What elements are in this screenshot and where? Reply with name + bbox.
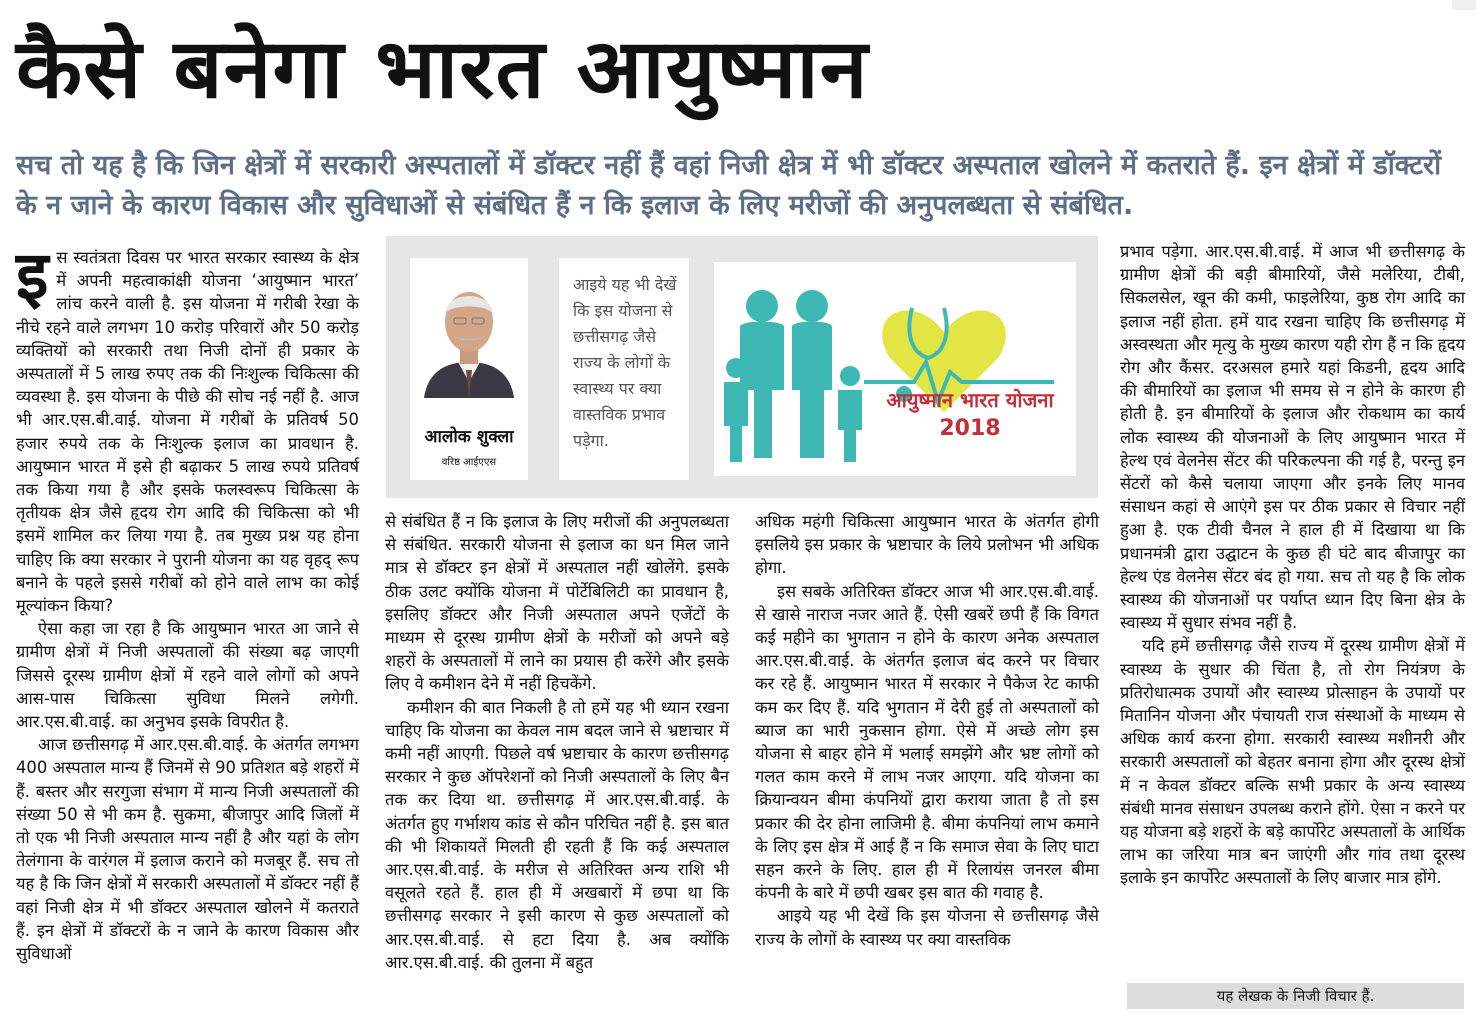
pull-quote-card [559,258,689,480]
author-card [410,258,528,480]
article-paragraph: कमीशन की बात निकली है तो हमें यह भी ध्यान रखना चाहिए कि योजना का केवल नाम बदल जाने से भ्रष्टाचार में कमी नहीं आएगी. पिछले वर्ष भ्रष्टाचार के कारण छत्तीसगढ़ सरकार ने कुछ ऑपरेशनों को निजी अस्पतालों के लिए बैन तक कर दिया था. छत्तीसगढ़ में आर.एस.बी.वाई. के अंतर्गत हुए गर्भाशय कांड से कौन परिचित नहीं है. इस बात की भी शिकायतें मिलती ही रहती हैं कि कई अस्पताल आर.एस.बी.वाई. के मरीज से अतिरिक्त अन्य राशि भी वसूलते रहते हैं. हाल ही में अखबारों में छपा था कि छत्तीसगढ़ सरकार ने इसी कारण से कुछ अस्पतालों को आर.एस.बी.वाई. से हटा दिया है. अब क्योंकि आर.एस.बी.वाई. की तुलना में बहुत [385,697,729,972]
deck-subheadline: सच तो यह है कि जिन क्षेत्रों में सरकारी अस्पतालों में डॉक्टर नहीं हैं वहां निजी क्षेत्र में भी डॉक्टर अस्पताल खोलने में कतराते हैं. इन क्षेत्रों में डॉक्टरों के न जाने के कारण विकास और सुविधाओं से संबंधित हैं न कि इलाज के लिए मरीजों की अनुपलब्धता से संबंधित. [16,150,1442,221]
article-column-3 [755,510,1099,951]
page-corner-mark [1452,0,1476,10]
article-paragraph: आज छत्तीसगढ़ में आर.एस.बी.वाई. के अंतर्गत लगभग 400 अस्पताल मान्य हैं जिनमें से 90 प्रतिशत बड़े शहरों में हैं. बस्तर और सरगुजा संभाग में मान्य निजी अस्पतालों की संख्या 50 से भी कम है. सुकमा, बीजापुर आदि जिलों में तो एक भी निजी अस्पताल मान्य नहीं है और यहां के लोग तेलंगाना के वारंगल में इलाज कराने को मजबूर हैं. सच तो यह है कि जिन क्षेत्रों में सरकारी अस्पतालों में डॉक्टर नहीं हैं वहां निजी क्षेत्र में भी डॉक्टर अस्पताल खोलने में कतराते हैं. इन क्षेत्रों में डॉक्टरों के न जाने के कारण विकास और सुविधाओं [16,735,359,964]
headline: कैसे बनेगा भारत आयुष्मान [16,22,869,117]
article-paragraph: इस सबके अतिरिक्त डॉक्टर आज भी आर.एस.बी.वाई. से खासे नाराज नजर आते हैं. ऐसी खबरें छपी हैं कि विगत कई महीने का भुगतान न होने के कारण अनेक अस्पताल आर.एस.बी.वाई. के अंतर्गत इलाज बंद करने पर विचार कर रहे हैं. आयुष्मान भारत में सरकार ने पैकेज रेट काफी कम कर दिए हैं. यदि भुगतान में देरी हुई तो अस्पतालों को ब्याज का भारी नुकसान होगा. ऐसे में अच्छे लोग इस योजना से बाहर होने में भलाई समझेंगे और भ्रष्ट लोगों को गलत काम करने में लाभ नजर आएगा. यदि योजना का क्रियान्वयन बीमा कंपनियों द्वारा कराया जाता है तो इस प्रकार की देर होना लाजिमी है. बीमा कंपनियां लाभ कमाने के लिए इस क्षेत्र में आई हैं न कि समाज सेवा के लिए घाटा सहन करने के लिए. हाल ही में रिलायंस जनरल बीमा कंपनी के बारे में छपी खबर इस बात की गवाह है. [755,581,1099,903]
article-column-2 [385,510,729,974]
feature-box [386,236,1098,498]
article-column-1 [16,237,359,965]
author-title: वरिष्ठ आईएएस [441,457,497,468]
scheme-logo-year: 2018 [939,416,1001,441]
disclaimer-note: यह लेखक के निजी विचार हैं. [1127,983,1464,1009]
article-paragraph: यदि हमें छत्तीसगढ़ जैसे राज्य में दूरस्थ ग्रामीण क्षेत्रों में स्वास्थ्य के सुधार की चिंता है, तो रोग नियंत्रण के प्रतिरोधात्मक उपायों और स्वास्थ्य प्रोत्साहन के उपायों पर मितानिन योजना और पंचायती राज संस्थाओं के माध्यम से अधिक कार्य करना होगा. सरकारी स्वास्थ्य मशीनरी और सरकारी अस्पतालों को बेहतर बनाना होगा और दूरस्थ क्षेत्रों में न केवल डॉक्टर बल्कि सभी प्रकार के अन्य स्वास्थ्य संबंधी मानव संसाधन उपलब्ध कराने होंगे. ऐसा न करने पर यह योजना बड़े शहरों के बड़े कार्पोरेट अस्पतालों के आर्थिक लाभ का जरिया मात्र बन जाएंगी और गांव तथा दूरस्थ इलाके इन कार्पोरेट अस्पतालों के लिए बाजार मात्र होंगे. [1120,636,1465,888]
article-paragraph: से संबंधित हैं न कि इलाज के लिए मरीजों की अनुपलब्धता से संबंधित. सरकारी योजना से इलाज का धन मिल जाने मात्र से डॉक्टर इन क्षेत्रों में अस्पताल नहीं खोलेंगे. इसके ठीक उलट क्योंकि योजना में पोर्टेबिलिटी का प्रावधान है, इसलिए डॉक्टर और निजी अस्पताल अपने एजेंटों के माध्यम से दूरस्थ ग्रामीण क्षेत्रों के मरीजों को अपने बड़े शहरों के अस्पतालों में लाने का प्रयास ही करेंगे और इसके लिए वे कमीशन देने में नहीं हिचकेंगे. [385,512,729,694]
article-paragraph: ऐसा कहा जा रहा है कि आयुष्मान भारत आ जाने से ग्रामीण क्षेत्रों में निजी अस्पतालों की संख्या बढ़ जाएगी जिससे दूरस्थ ग्रामीण क्षेत्रों में रहने वाले लोगों को अपने आस-पास चिकित्सा सुविधा मिलने लगेगी. आर.एस.बी.वाई. का अनुभव इसके विपरीत है. [16,619,359,732]
pull-quote: आइये यह भी देखें कि इस योजना से छत्तीसगढ़ जैसे राज्य के लोगों के स्वास्थ्य पर क्या वास्तविक प्रभाव पड़ेगा. [573,275,677,450]
scheme-logo-title: आयुष्मान भारत योजना [886,388,1054,412]
article-paragraph: प्रभाव पड़ेगा. आर.एस.बी.वाई. में आज भी छत्तीसगढ़ के ग्रामीण क्षेत्रों की बड़ी बीमारियों, जैसे मलेरिया, टीबी, सिकलसेल, खून की कमी, फाइलेरिया, कुष्ठ रोग आदि का इलाज नहीं होता. हमें याद रखना चाहिए कि छत्तीसगढ़ में अस्वस्थता और मृत्यु के मुख्य कारण यही रोग हैं न कि हृदय रोग और कैंसर. दरअसल हमारे यहां किडनी, हृदय आदि की बीमारियों का इलाज भी समय से न होने के कारण ही होती है. इन बीमारियों के इलाज और रोकथाम का कार्य लोक स्वास्थ्य की योजनाओं के लिए आयुष्मान भारत में हेल्थ एवं वेलनेस सेंटर की परिकल्पना की गई है, परन्तु इन सेंटरों को कैसे चलाया जाएगा और इनके लिए मानव संसाधन कहां से आएंगे इस पर ठीक प्रकार से विचार नहीं हुआ है. एक टीवी चैनल ने हाल ही में दिखाया था कि प्रधानमंत्री द्वारा उद्घाटन के कुछ ही घंटे बाद बीजापुर का हेल्थ एंड वेलनेस सेंटर बंद हो गया. सच तो यह है कि लोक स्वास्थ्य की योजनाओं पर पर्याप्त ध्यान दिए बिना क्षेत्र के स्वास्थ्य में सुधार संभव नहीं है. [1120,242,1465,633]
article-paragraph: इस स्वतंत्रता दिवस पर भारत सरकार स्वास्थ्य के क्षेत्र में अपनी महत्वाकांक्षी योजना ‘आयुष्मान भारत’ लांच करने वाली है. इस योजना में गरीबी रेखा के नीचे रहने वाले लगभग 10 करोड़ परिवारों और 50 करोड़ व्यक्तियों को सरकारी तथा निजी दोनों ही प्रकार के अस्पतालों में 5 लाख रुपए तक की निःशुल्क चिकित्सा की व्यवस्था है. इस योजना के पीछे की सोच नई नहीं है. आज भी आर.एस.बी.वाई. योजना में गरीबों के प्रतिवर्ष 50 हजार रुपये तक के निःशुल्क इलाज का प्रावधान है. आयुष्मान भारत में इसे ही बढ़ाकर 5 लाख रुपये प्रतिवर्ष तक किया गया है और इसके फलस्वरूप चिकित्सा के तृतीयक क्षेत्र जैसे हृदय रोग आदि की चिकित्सा को भी इसमें शामिल कर लिया गया है. तब मुख्य प्रश्न यह होना चाहिए कि क्या सरकार ने पुरानी योजना का यह वृहद् रूप बनाने के पहले इससे गरीबों को होने वाले लाभ का कोई मूल्यांकन किया? [16,237,359,616]
drop-cap: इ [16,237,49,314]
family-logo-icon [714,262,1076,476]
scheme-logo-card [714,262,1076,476]
author-name: आलोक शुक्ला [424,427,514,447]
article-column-4 [1120,240,1465,890]
article-paragraph: अधिक महंगी चिकित्सा आयुष्मान भारत के अंतर्गत होगी इसलिये इस प्रकार के भ्रष्टाचार के लिये प्रलोभन भी अधिक होगा. [755,512,1099,578]
article-paragraph: आइये यह भी देखें कि इस योजना से छत्तीसगढ़ जैसे राज्य के लोगों के स्वास्थ्य पर क्या वास्तविक [755,906,1099,949]
author-photo [418,270,520,398]
